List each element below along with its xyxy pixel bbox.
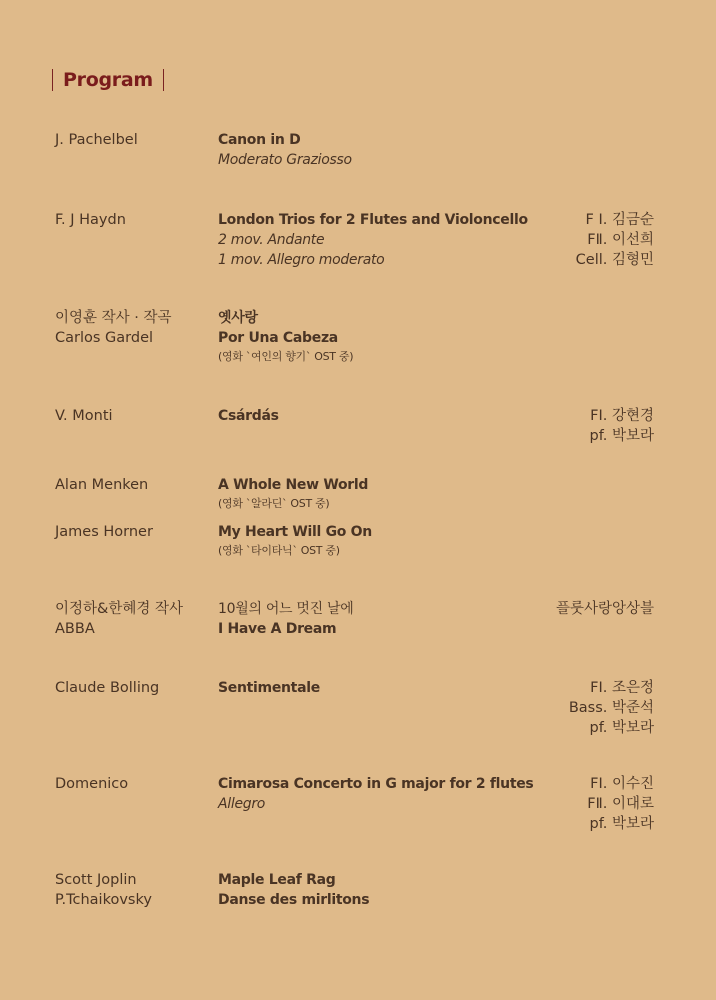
- composer-column: [55, 406, 113, 426]
- performer-name: 플룻사랑앙상블: [555, 601, 654, 617]
- work-note: (영화 `타이타닉` OST 중): [218, 544, 340, 557]
- composer-column: [55, 678, 159, 698]
- performer-name: F Ⅰ. 김금순: [585, 212, 654, 228]
- performer-column: [576, 210, 654, 270]
- program-heading: [52, 66, 164, 94]
- composer-column: [55, 599, 183, 639]
- composer-name: V. Monti: [55, 408, 113, 424]
- performer-name: pf. 박보라: [589, 720, 654, 736]
- composer-name: F. J Haydn: [55, 212, 126, 228]
- composer-name: 이영훈 작사 · 작곡: [55, 310, 172, 326]
- composer-name: Domenico: [55, 776, 129, 792]
- work-title: My Heart Will Go On: [218, 524, 372, 540]
- work-title: Sentimentale: [218, 680, 320, 696]
- composer-column: [55, 522, 153, 542]
- composer-name: James Horner: [55, 524, 153, 540]
- composer-name: Scott Joplin: [55, 872, 137, 888]
- program-title: Program: [63, 69, 153, 91]
- composer-column: [55, 870, 152, 910]
- work-movement: Moderato Graziosso: [218, 152, 352, 168]
- work-movement: 1 mov. Allegro moderato: [218, 252, 385, 268]
- work-title: Danse des mirlitons: [218, 892, 370, 908]
- performer-name: FⅠ. 조은정: [590, 680, 654, 696]
- performer-name: Cell. 김형민: [575, 252, 654, 268]
- heading-right-bar: [163, 69, 164, 91]
- composer-name: ABBA: [55, 621, 95, 637]
- work-title: I Have A Dream: [218, 621, 337, 637]
- composer-name: Alan Menken: [55, 477, 149, 493]
- performer-column: [587, 774, 654, 834]
- performer-name: FⅠ. 이수진: [590, 776, 654, 792]
- performer-name: pf. 박보라: [589, 428, 654, 444]
- composer-column: [55, 774, 128, 794]
- work-note: (영화 `여인의 향기` OST 중): [218, 350, 354, 363]
- composer-column: [55, 130, 138, 150]
- composer-name: 이정하&한혜경 작사: [55, 601, 183, 617]
- work-title: A Whole New World: [218, 477, 369, 493]
- work-column: [218, 210, 528, 270]
- work-movement: 2 mov. Andante: [218, 232, 325, 248]
- performer-column: [556, 599, 654, 619]
- work-title: Cimarosa Concerto in G major for 2 flutes: [218, 776, 534, 792]
- work-column: [218, 774, 533, 814]
- composer-column: [55, 308, 172, 348]
- composer-name: Carlos Gardel: [55, 330, 154, 346]
- work-column: [218, 870, 369, 910]
- performer-name: FⅠ. 강현경: [590, 408, 654, 424]
- work-column: [218, 475, 368, 513]
- work-title: Csárdás: [218, 408, 279, 424]
- composer-name: P.Tchaikovsky: [55, 892, 152, 908]
- work-title: 10월의 어느 멋진 날에: [218, 601, 354, 617]
- work-column: [218, 130, 352, 170]
- performer-name: pf. 박보라: [589, 816, 654, 832]
- work-title: Canon in D: [218, 132, 301, 148]
- work-title: Maple Leaf Rag: [218, 872, 336, 888]
- work-column: [218, 678, 320, 698]
- composer-column: [55, 475, 148, 495]
- work-title: 옛사랑: [218, 310, 258, 326]
- performer-name: FⅡ. 이선희: [587, 232, 654, 248]
- composer-column: [55, 210, 126, 230]
- performer-name: Bass. 박준석: [568, 700, 654, 716]
- work-column: [218, 522, 372, 560]
- work-column: [218, 406, 279, 426]
- work-title: Por Una Cabeza: [218, 330, 338, 346]
- performer-column: [590, 406, 655, 446]
- work-title: London Trios for 2 Flutes and Violoncello: [218, 212, 528, 228]
- performer-name: FⅡ. 이대로: [587, 796, 654, 812]
- work-column: [218, 599, 353, 639]
- composer-name: J. Pachelbel: [55, 132, 138, 148]
- work-column: [218, 308, 353, 366]
- composer-name: Claude Bolling: [55, 680, 160, 696]
- performer-column: [569, 678, 654, 738]
- work-movement: Allegro: [218, 796, 266, 812]
- work-note: (영화 `알라딘` OST 중): [218, 497, 330, 510]
